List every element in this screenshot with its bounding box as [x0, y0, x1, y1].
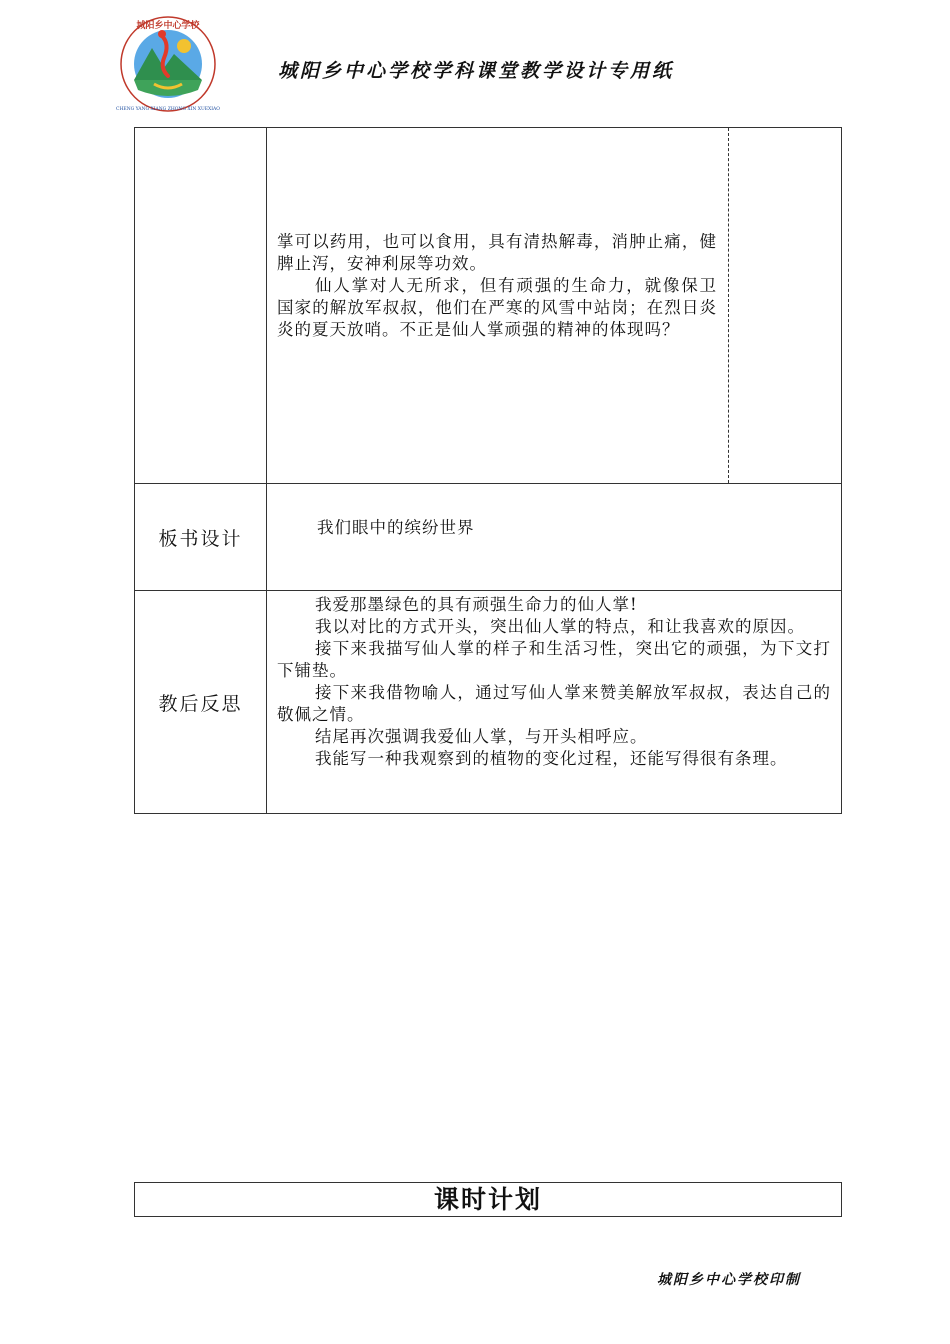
reflection-paragraph: 结尾再次强调我爱仙人掌，与开头相呼应。: [314, 727, 648, 746]
logo-pinyin: CHENG YANG XIANG ZHONG XIN XUEXIAO: [116, 107, 220, 112]
margin-dashed-line: [728, 128, 729, 483]
page-title: 城阳乡中心学校学科课堂教学设计专用纸: [278, 60, 675, 82]
reflection-label: 教后反思: [135, 591, 267, 814]
table-row-content: [135, 128, 842, 484]
table-row-reflection: [135, 591, 842, 814]
content-text: [277, 231, 717, 341]
reflection-paragraph: 我以对比的方式开头，突出仙人掌的特点，和让我喜欢的原因。: [314, 617, 805, 636]
table-row-board-design: [135, 484, 842, 591]
school-logo: [112, 14, 224, 116]
reflection-paragraph: 我能写一种我观察到的植物的变化过程，还能写得很有条理。: [314, 749, 788, 768]
reflection-paragraph: 接下来我描写仙人掌的样子和生活习性，突出它的顽强，为下文打下铺垫。: [277, 639, 831, 680]
reflection-paragraph: 接下来我借物喻人，通过写仙人掌来赞美解放军叔叔，表达自己的敬佩之情。: [277, 683, 831, 724]
content-paragraph: 掌可以药用，也可以食用，具有清热解毒，消肿止痛，健脾止泻，安神利尿等功效。: [277, 232, 717, 273]
lesson-plan-title: 课时计划: [134, 1182, 842, 1217]
table-cell-empty-label: [135, 128, 267, 484]
table-cell-reflection: [267, 591, 842, 814]
board-design-text: 我们眼中的缤纷世界: [317, 518, 475, 537]
content-paragraph: 仙人掌对人无所求，但有顽强的生命力，就像保卫国家的解放军叔叔，他们在严寒的风雪中站岗；在烈日炎炎的夏天放哨。不正是仙人掌顽强的精神的体现吗？: [277, 276, 717, 339]
reflection-paragraph: 我爱那墨绿色的具有顽强生命力的仙人掌!: [314, 595, 638, 614]
table-cell-content: [267, 128, 842, 484]
logo-text: 城阳乡中心学校: [136, 21, 200, 31]
reflection-text: [267, 591, 841, 770]
lesson-design-table: [134, 127, 842, 814]
board-design-label: 板书设计: [135, 484, 267, 591]
footer-printer: 城阳乡中心学校印制: [657, 1272, 801, 1288]
table-cell-board-design: [267, 484, 842, 591]
